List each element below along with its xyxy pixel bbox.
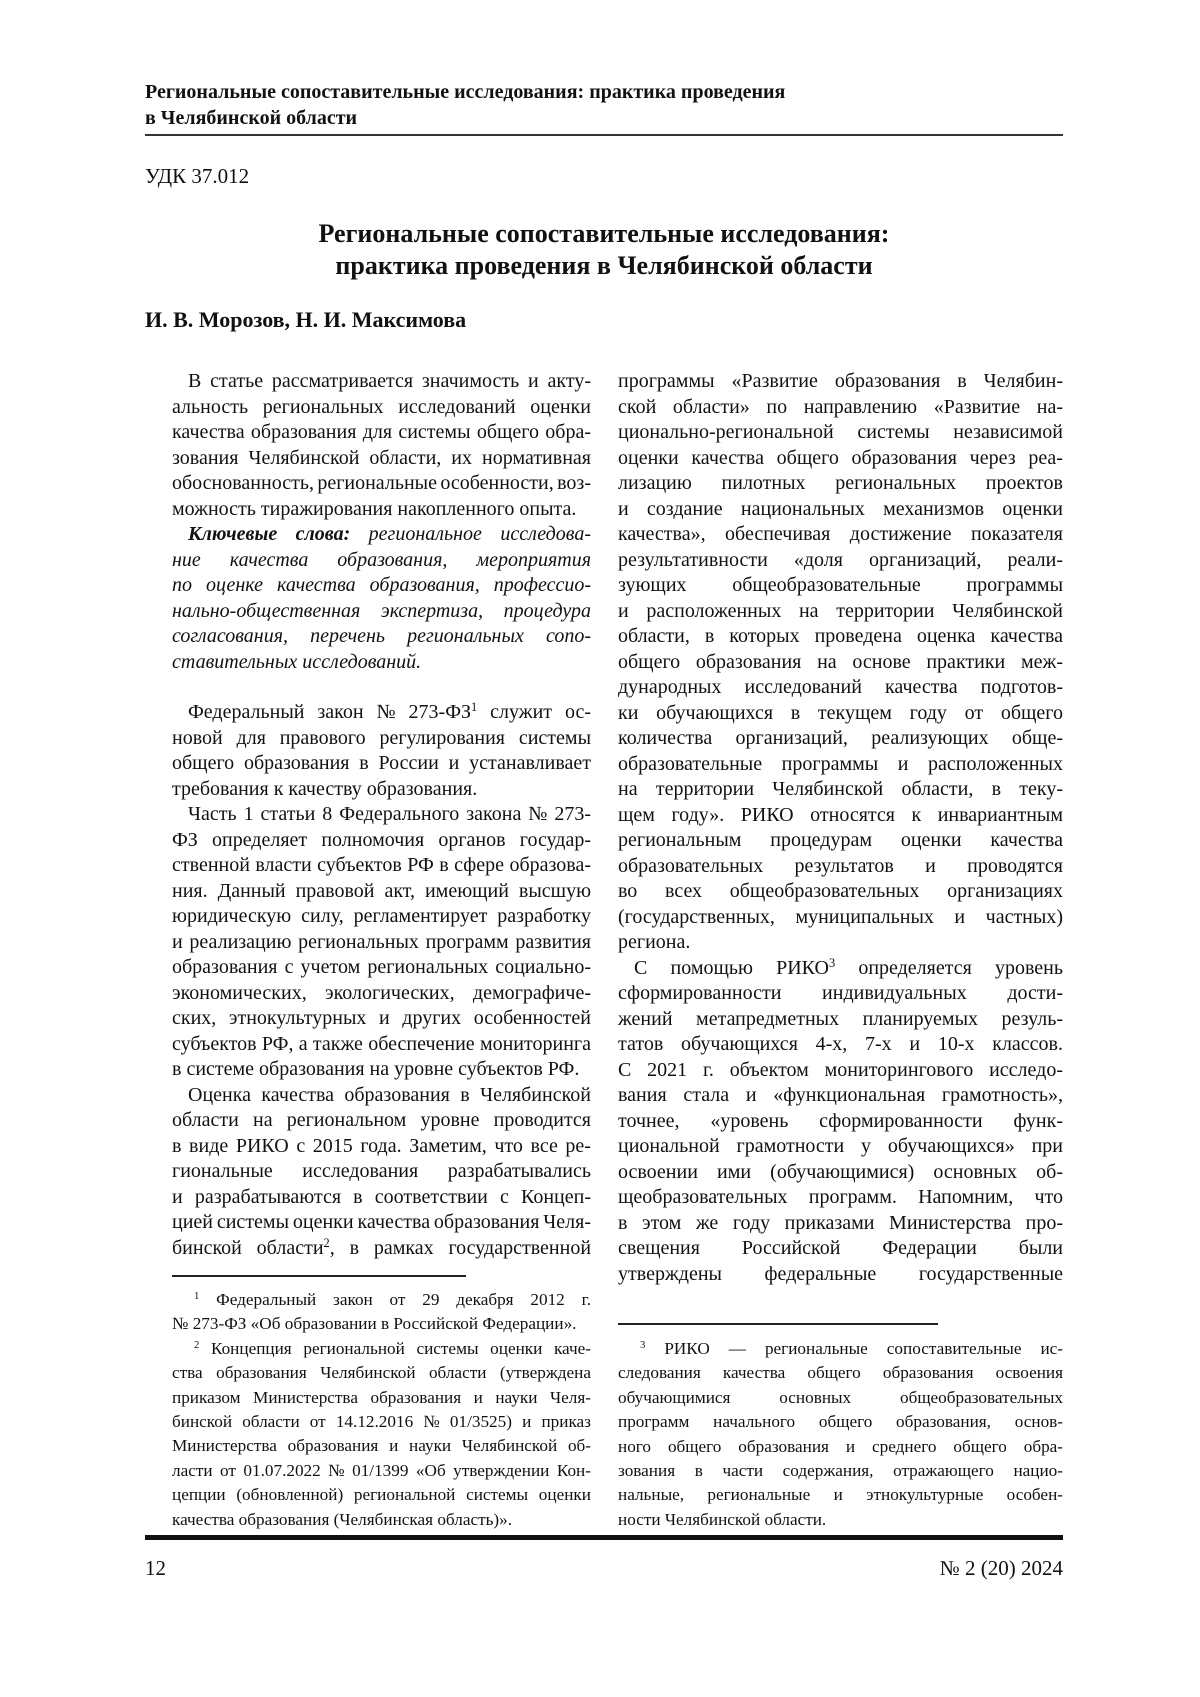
text-segment: в системе образования на уровне субъектов РФ. <box>172 1058 579 1080</box>
running-head <box>145 79 785 131</box>
text-segment: альность региональных исследований оценки <box>172 396 591 418</box>
text-line <box>618 624 1063 650</box>
text-line <box>172 599 591 625</box>
text-line <box>172 955 591 981</box>
text-line <box>172 522 591 548</box>
text-segment: сформированности индивидуальных дости- <box>618 982 1063 1004</box>
text-segment: и разрабатываются в соответствии с Концеп- <box>172 1186 591 1208</box>
footnote-divider-right <box>618 1323 938 1325</box>
text-segment: в виде РИКО с 2015 года. Заметим, что все ре- <box>172 1135 591 1157</box>
text-segment: , в рамках государственной <box>330 1237 591 1259</box>
issue-number: № 2 (20) 2024 <box>940 1556 1063 1581</box>
text-line <box>618 1410 1063 1434</box>
footnote-marker: 1 <box>471 700 477 714</box>
text-line <box>172 395 591 421</box>
text-line <box>172 1312 591 1336</box>
text-line <box>172 1134 591 1160</box>
text-line <box>618 1236 1063 1262</box>
text-segment: можность тиражирования накопленного опыта. <box>172 498 576 520</box>
text-segment: ства образования Челябинской области (утверждена <box>172 1363 591 1382</box>
text-segment: оценки качества общего образования через реа- <box>618 447 1063 469</box>
text-segment: региона. <box>618 931 690 953</box>
text-line <box>618 1361 1063 1385</box>
text-line <box>172 1459 591 1483</box>
text-segment: служит ос- <box>477 701 591 723</box>
text-line <box>618 752 1063 778</box>
text-segment: Федеральный закон № 273-ФЗ <box>188 701 471 723</box>
text-segment: вания стала и «функциональная грамотность», <box>618 1084 1063 1106</box>
paragraph <box>172 522 591 675</box>
text-segment: Концепция региональной системы оценки каче- <box>199 1339 591 1358</box>
paragraph <box>172 1288 591 1337</box>
text-segment: качества», обеспечивая достижение показателя <box>618 523 1063 545</box>
text-segment: новой для правового регулирования системы <box>172 727 591 749</box>
text-segment: нальные, региональные и этнокультурные особен- <box>618 1485 1063 1504</box>
text-segment: цепции (обновленной) региональной системы оценки <box>172 1485 591 1504</box>
footnote-divider-left <box>172 1275 466 1277</box>
text-line <box>618 1185 1063 1211</box>
text-line <box>618 522 1063 548</box>
text-line <box>172 1006 591 1032</box>
udk-code: УДК 37.012 <box>145 164 249 189</box>
text-line <box>618 828 1063 854</box>
text-segment: зования в части содержания, отражающего нацио- <box>618 1461 1063 1480</box>
text-line <box>618 497 1063 523</box>
text-segment: количества организаций, реализующих обще- <box>618 727 1063 749</box>
text-line <box>618 854 1063 880</box>
text-segment: татов обучающихся 4-х, 7-х и 10-х классов. <box>618 1033 1063 1055</box>
text-line <box>172 369 591 395</box>
text-segment: бинской области <box>172 1237 324 1259</box>
text-segment: по оценке качества образования, профессио- <box>172 574 591 596</box>
text-segment: Часть 1 статьи 8 Федерального закона № 273- <box>188 803 591 825</box>
text-segment: (государственных, муниципальных и частных) <box>618 906 1063 928</box>
text-line <box>172 1508 591 1532</box>
page-number: 12 <box>145 1556 166 1581</box>
text-segment: региональным процедурам оценки качества <box>618 829 1063 851</box>
paragraph <box>172 369 591 522</box>
text-line <box>618 777 1063 803</box>
text-segment: циональной грамотности у обучающихся» при <box>618 1135 1063 1157</box>
text-line <box>172 1337 591 1361</box>
body-left-column <box>172 700 591 1261</box>
text-line <box>172 904 591 930</box>
text-segment: щем году». РИКО относятся к инвариантным <box>618 804 1063 826</box>
abstract-column <box>172 369 591 675</box>
text-segment: образования с учетом региональных социально- <box>172 956 591 978</box>
text-line <box>172 1083 591 1109</box>
text-line <box>172 700 591 726</box>
text-segment: экономических, экологических, демографиче- <box>172 982 591 1004</box>
text-line <box>618 1483 1063 1507</box>
text-line <box>618 1459 1063 1483</box>
running-head-line: Региональные сопоставительные исследования: практика проведения <box>145 79 785 105</box>
text-line <box>618 1211 1063 1237</box>
paragraph <box>172 1083 591 1262</box>
text-segment: Министерства образования и науки Челябинской об- <box>172 1436 591 1455</box>
text-line <box>618 726 1063 752</box>
footnote-marker: 2 <box>324 1236 330 1250</box>
text-line <box>172 1159 591 1185</box>
text-segment: ласти от 01.07.2022 № 01/1399 «Об утверждении Кон- <box>172 1461 591 1480</box>
text-segment: № 273-ФЗ «Об образовании в Российской Федерации». <box>172 1314 576 1333</box>
text-line <box>618 803 1063 829</box>
text-segment: ФЗ определяет полномочия органов государ- <box>172 829 591 851</box>
text-segment: общего образования в России и устанавливает <box>172 752 591 774</box>
text-segment: ности Челябинской области. <box>618 1510 826 1529</box>
text-segment: образовательные программы и расположенных <box>618 753 1063 775</box>
article-title-line: Региональные сопоставительные исследования: <box>145 218 1063 250</box>
text-segment: зующих общеобразовательные программы <box>618 574 1063 596</box>
text-segment: щеобразовательных программ. Напомним, что <box>618 1186 1063 1208</box>
text-segment: согласования, перечень региональных сопо- <box>172 625 591 647</box>
text-segment: программы «Развитие образования в Челябин- <box>618 370 1063 392</box>
text-line <box>618 956 1063 982</box>
text-line <box>618 446 1063 472</box>
text-line <box>172 1236 591 1262</box>
running-head-line: в Челябинской области <box>145 105 785 131</box>
text-line <box>618 930 1063 956</box>
text-line <box>618 650 1063 676</box>
text-line <box>618 1435 1063 1459</box>
article-authors: И. В. Морозов, Н. И. Максимова <box>145 307 466 333</box>
text-segment: свещения Российской Федерации были <box>618 1237 1063 1259</box>
text-segment: бинской области от 14.12.2016 № 01/3525) и приказ <box>172 1412 591 1431</box>
text-line <box>172 1108 591 1134</box>
text-line <box>172 1288 591 1312</box>
text-segment: ния. Данный правовой акт, имеющий высшую <box>172 880 591 902</box>
footnote-marker: 1 <box>194 1291 199 1302</box>
text-segment: определяется уровень <box>835 957 1063 979</box>
text-segment: качества образования (Челябинская область)». <box>172 1510 512 1529</box>
text-line <box>618 879 1063 905</box>
text-segment: цией системы оценки качества образования Челя- <box>172 1211 591 1233</box>
text-segment: точнее, «уровень сформированности функ- <box>618 1110 1063 1132</box>
text-segment: ских, этнокультурных и других особенностей <box>172 1007 591 1029</box>
text-line <box>172 1057 591 1083</box>
text-segment: ставительных исследований. <box>172 651 421 673</box>
text-line <box>618 573 1063 599</box>
footnotes-left <box>172 1288 591 1532</box>
keywords-label: Ключевые слова: <box>188 523 350 545</box>
text-line <box>172 471 591 497</box>
text-segment: лизацию пилотных региональных проектов <box>618 472 1063 494</box>
text-segment: на территории Челябинской области, в теку- <box>618 778 1063 800</box>
text-segment: утверждены федеральные государственные <box>618 1263 1063 1285</box>
text-segment: результативности «доля организаций, реали- <box>618 549 1063 571</box>
header-divider <box>145 134 1063 136</box>
paragraph <box>172 700 591 802</box>
text-segment: ние качества образования, мероприятия <box>172 549 591 571</box>
paragraph <box>618 956 1063 1288</box>
text-segment: обучающимися основных общеобразовательных <box>618 1388 1063 1407</box>
text-segment: во всех общеобразовательных организациях <box>618 880 1063 902</box>
text-segment: дународных исследований качества подготов- <box>618 676 1063 698</box>
text-segment: С помощью РИКО <box>634 957 829 979</box>
text-line <box>618 395 1063 421</box>
text-line <box>172 1434 591 1458</box>
text-line <box>172 802 591 828</box>
text-line <box>172 650 591 676</box>
text-line <box>618 1058 1063 1084</box>
text-segment: нально-общественная экспертиза, процедура <box>172 600 591 622</box>
text-line <box>172 1483 591 1507</box>
text-segment: освоении ими (обучающимися) основных об- <box>618 1161 1063 1183</box>
text-segment: требования к качеству образования. <box>172 778 477 800</box>
text-segment: и реализацию региональных программ развития <box>172 931 591 953</box>
text-line <box>618 420 1063 446</box>
text-line <box>618 1134 1063 1160</box>
text-segment: следования качества общего образования освоения <box>618 1363 1063 1382</box>
text-line <box>172 1210 591 1236</box>
text-line <box>172 777 591 803</box>
text-segment: юридическую силу, регламентирует разработку <box>172 905 591 927</box>
text-line <box>618 1083 1063 1109</box>
text-segment: Оценка качества образования в Челябинской <box>188 1084 591 1106</box>
text-segment: В статье рассматривается значимость и акту- <box>188 370 591 392</box>
text-line <box>172 548 591 574</box>
text-segment: гиональные исследования разрабатывались <box>172 1160 591 1182</box>
text-line <box>172 1361 591 1385</box>
text-segment: программ начального общего образования, основ- <box>618 1412 1063 1431</box>
article-title <box>145 218 1063 282</box>
text-line <box>618 369 1063 395</box>
text-segment: субъектов РФ, а также обеспечение мониторинга <box>172 1033 591 1055</box>
text-segment: ственной власти субъектов РФ в сфере образова- <box>172 854 591 876</box>
text-segment: ки обучающихся в текущем году от общего <box>618 702 1063 724</box>
text-line <box>618 1337 1063 1361</box>
text-segment: образовательных результатов и проводятся <box>618 855 1063 877</box>
footnote-marker: 3 <box>829 956 835 970</box>
text-line <box>618 1007 1063 1033</box>
text-line <box>172 624 591 650</box>
text-line <box>172 726 591 752</box>
text-line <box>618 1386 1063 1410</box>
text-line <box>618 1109 1063 1135</box>
paragraph <box>172 802 591 1083</box>
text-line <box>618 701 1063 727</box>
text-line <box>618 905 1063 931</box>
text-segment: С 2021 г. объектом мониторингового исследо- <box>618 1059 1063 1081</box>
text-segment: РИКО — региональные сопоставительные ис- <box>645 1339 1063 1358</box>
text-line <box>172 573 591 599</box>
text-line <box>172 497 591 523</box>
text-segment: области, в которых проведена оценка качества <box>618 625 1063 647</box>
text-segment: ской области» по направлению «Развитие на- <box>618 396 1063 418</box>
text-segment: региональное исследова- <box>350 523 591 545</box>
body-right-column <box>618 369 1063 1287</box>
text-segment: Федеральный закон от 29 декабря 2012 г. <box>199 1290 591 1309</box>
text-segment: и создание национальных механизмов оценки <box>618 498 1063 520</box>
text-line <box>618 1160 1063 1186</box>
text-segment: в этом же году приказами Министерства про- <box>618 1212 1063 1234</box>
text-segment: качества образования для системы общего обра- <box>172 421 591 443</box>
text-line <box>618 471 1063 497</box>
text-line <box>172 1386 591 1410</box>
paragraph <box>618 369 1063 956</box>
text-segment: области на региональном уровне проводится <box>172 1109 591 1131</box>
text-line <box>618 675 1063 701</box>
article-title-line: практика проведения в Челябинской области <box>145 250 1063 282</box>
text-line <box>618 1508 1063 1532</box>
paragraph <box>172 1337 591 1532</box>
text-line <box>172 981 591 1007</box>
footnote-marker: 3 <box>640 1340 645 1351</box>
text-line <box>172 420 591 446</box>
text-line <box>172 930 591 956</box>
text-segment: ного общего образования и среднего общего обра- <box>618 1437 1063 1456</box>
text-line <box>618 548 1063 574</box>
text-segment: жений метапредметных планируемых резуль- <box>618 1008 1063 1030</box>
text-line <box>172 1410 591 1434</box>
text-segment: ционально-региональной системы независимой <box>618 421 1063 443</box>
text-line <box>172 879 591 905</box>
text-segment: приказом Министерства образования и науки Челя- <box>172 1388 591 1407</box>
text-line <box>618 981 1063 1007</box>
text-segment: зования Челябинской области, их нормативная <box>172 447 591 469</box>
text-line <box>172 853 591 879</box>
text-line <box>172 446 591 472</box>
text-segment: обоснованность, региональные особенности, воз- <box>172 472 591 494</box>
footer-divider <box>145 1535 1063 1540</box>
text-line <box>618 1262 1063 1288</box>
text-line <box>172 1032 591 1058</box>
footnotes-right <box>618 1337 1063 1532</box>
text-segment: общего образования на основе практики меж- <box>618 651 1063 673</box>
footnote-marker: 2 <box>194 1340 199 1351</box>
text-line <box>172 751 591 777</box>
text-line <box>172 828 591 854</box>
text-segment: и расположенных на территории Челябинской <box>618 600 1063 622</box>
text-line <box>618 599 1063 625</box>
text-line <box>172 1185 591 1211</box>
paragraph <box>618 1337 1063 1532</box>
text-line <box>618 1032 1063 1058</box>
